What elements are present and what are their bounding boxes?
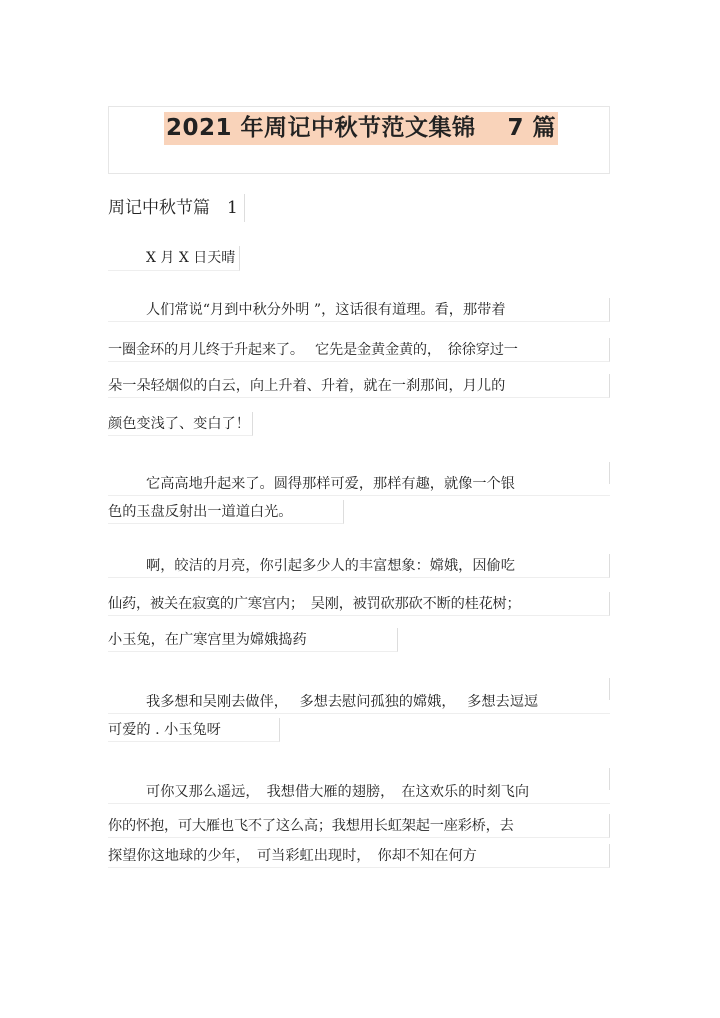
section-heading: 周记中秋节篇 1 (108, 194, 245, 222)
text-line: 一圈金环的月儿终于升起来了。 它先是金黄金黄的， 徐徐穿过一 (108, 338, 610, 362)
text-line: 可爱的 . 小玉兔呀 (108, 718, 280, 742)
text-line: 朵一朵轻烟似的白云，向上升着、升着，就在一刹那间，月儿的 (108, 374, 610, 398)
text-line: 小玉兔，在广寒宫里为嫦娥捣药 (108, 628, 398, 652)
text-line: 探望你这地球的少年， 可当彩虹出现时， 你却不知在何方 (108, 844, 610, 868)
text-line: 人们常说“月到中秋分外明 ”，这话很有道理。看，那带着 (108, 298, 610, 322)
date-line: X 月 X 日天晴 (108, 246, 240, 271)
document-title: 2021 年周记中秋节范文集锦 7 篇 (164, 112, 558, 145)
text-line: 你的怀抱，可大雁也飞不了这么高；我想用长虹架起一座彩桥，去 (108, 814, 610, 838)
text-line: 啊，皎洁的月亮，你引起多少人的丰富想象：嫦娥，因偷吃 (108, 554, 610, 578)
text-line: 我多想和吴刚去做伴， 多想去慰问孤独的嫦娥， 多想去逗逗 (108, 690, 610, 714)
text-line: 颜色变浅了、变白了！ (108, 412, 253, 436)
text-line: 色的玉盘反射出一道道白光。 (108, 500, 344, 524)
text-line: 可你又那么遥远， 我想借大雁的翅膀， 在这欢乐的时刻飞向 (108, 780, 610, 804)
text-line: 仙药，被关在寂寞的广寒宫内； 吴刚，被罚砍那砍不断的桂花树； (108, 592, 610, 616)
text-line: 它高高地升起来了。圆得那样可爱，那样有趣，就像一个银 (108, 472, 610, 496)
